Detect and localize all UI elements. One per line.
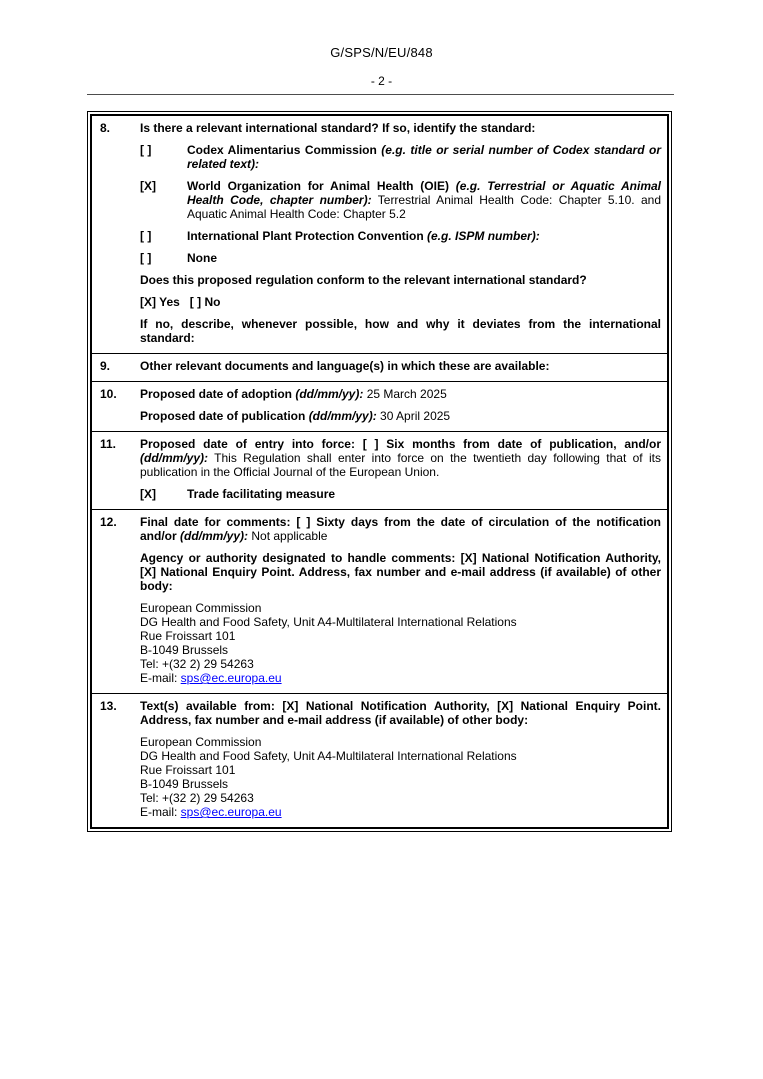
address-line-unit: DG Health and Food Safety, Unit A4-Multilateral International Relations [140, 749, 517, 763]
checkbox-ippc: [ ] [140, 229, 152, 243]
text-run: Other relevant documents and language(s) in which these are available: [140, 359, 550, 373]
email-link[interactable]: sps@ec.europa.eu [180, 805, 282, 819]
date-of-adoption [140, 387, 661, 401]
section-number: 8. [100, 121, 111, 135]
text-run: (e.g. Terrestrial or Aquatic Animal Health Code, chapter number): [187, 179, 661, 207]
page-header [0, 0, 763, 88]
answer-yes-no [140, 295, 661, 309]
notification-form-table-inner [90, 114, 669, 829]
text-run: (dd/mm/yy): [140, 451, 209, 465]
checkbox-label-ippc [187, 229, 661, 243]
section-11-content [140, 437, 661, 501]
address-line-tel: Tel: +(32 2) 29 54263 [140, 657, 254, 671]
section-number: 11. [100, 437, 117, 451]
address-line-city: B-1049 Brussels [140, 777, 229, 791]
section-9-row [92, 353, 667, 381]
text-run: International Plant Protection Convention [187, 229, 428, 243]
adoption-date-value: 25 March 2025 [363, 387, 447, 401]
section-12-content [140, 515, 661, 685]
checkbox-label-codex [187, 143, 661, 171]
text-run: Text(s) available from: [X] National Notification Authority, [X] National Enquiry Point. Address, fax number and e-mail address (if available) of other body: [140, 699, 661, 727]
email-label: E-mail: [140, 805, 181, 819]
address-line-email [140, 805, 661, 819]
checkbox-item-oie [140, 179, 661, 221]
text-run: (e.g. title or serial number of Codex standard or related text): [187, 143, 661, 171]
checkbox-item-ippc [140, 229, 661, 243]
checkbox-label-trade-facilitating [187, 487, 661, 501]
section-number: 13. [100, 699, 117, 713]
checkbox-item-codex [140, 143, 661, 171]
text-run: Is there a relevant international standard? If so, identify the standard: [140, 121, 536, 135]
question-other-documents [140, 359, 661, 373]
text-run: (dd/mm/yy): [308, 409, 377, 423]
email-link[interactable]: sps@ec.europa.eu [180, 671, 282, 685]
text-run: (dd/mm/yy): [295, 387, 364, 401]
address-line-tel: Tel: +(32 2) 29 54263 [140, 791, 254, 805]
address-line-street: Rue Froissart 101 [140, 763, 236, 777]
address-line-org: European Commission [140, 601, 262, 615]
section-number: 12. [100, 515, 117, 529]
text-run: (dd/mm/yy): [180, 529, 249, 543]
final-date-for-comments [140, 515, 661, 543]
page-number: - 2 - [370, 74, 393, 88]
address-line-city: B-1049 Brussels [140, 643, 229, 657]
checkbox-trade-facilitating: [X] [140, 487, 156, 501]
document-symbol: G/SPS/N/EU/848 [330, 45, 433, 60]
section-12-row [92, 509, 667, 693]
checkbox-codex: [ ] [140, 143, 152, 157]
text-run: Proposed date of publication [140, 409, 309, 423]
section-8-row [92, 116, 667, 353]
entry-into-force-value: This Regulation shall enter into force on the twentieth day following that of its publication in the Official Journal of the European Union. [140, 451, 661, 479]
checkbox-label-none [187, 251, 661, 265]
text-run: None [187, 251, 217, 265]
date-entry-into-force [140, 437, 661, 479]
notification-form-table [87, 111, 672, 832]
contact-address-block [140, 735, 661, 819]
address-line-org: European Commission [140, 735, 262, 749]
address-line-unit: DG Health and Food Safety, Unit A4-Multilateral International Relations [140, 615, 517, 629]
text-run: Agency or authority designated to handle comments: [X] National Notification Authority, [X] National Enquiry Point. Address, fax number and e-mail address (if available) of other body: [140, 551, 661, 593]
checkbox-item-trade-facilitating [140, 487, 661, 501]
section-8-content [140, 121, 661, 345]
date-of-publication [140, 409, 661, 423]
address-line-street: Rue Froissart 101 [140, 629, 236, 643]
question-international-standard [140, 121, 661, 135]
publication-date-value: 30 April 2025 [376, 409, 451, 423]
text-run: Does this proposed regulation conform to the relevant international standard? [140, 273, 587, 287]
section-10-row [92, 381, 667, 431]
text-run: Trade facilitating measure [187, 487, 336, 501]
section-10-content [140, 387, 661, 423]
checkbox-item-none [140, 251, 661, 265]
text-run: Proposed date of entry into force: [ ] Six months from date of publication, and/or [140, 437, 661, 451]
checkbox-oie: [X] [140, 179, 156, 193]
text-run: If no, describe, whenever possible, how and why it deviates from the international standard: [140, 317, 661, 345]
yes-no-checkboxes: [X] Yes [ ] No [140, 295, 221, 309]
section-9-content [140, 359, 661, 373]
text-run: Final date for comments: [ ] Sixty days from the date of circulation of the notification and/or [140, 515, 661, 543]
section-number: 9. [100, 359, 111, 373]
question-conform-standard [140, 273, 661, 287]
email-label: E-mail: [140, 671, 181, 685]
question-deviation [140, 317, 661, 345]
text-run: (e.g. ISPM number): [427, 229, 540, 243]
texts-available-from [140, 699, 661, 727]
header-rule [87, 94, 674, 95]
answer-oie-standard: Terrestrial Animal Health Code: Chapter 5.10. and Aquatic Animal Health Code: Chapter 5.2 [187, 193, 661, 221]
section-13-row [92, 693, 667, 827]
section-11-row [92, 431, 667, 509]
text-run: World Organization for Animal Health (OIE) [187, 179, 456, 193]
agency-handling-comments [140, 551, 661, 593]
contact-address-block [140, 601, 661, 685]
section-number: 10. [100, 387, 117, 401]
text-run: Codex Alimentarius Commission [187, 143, 382, 157]
checkbox-none: [ ] [140, 251, 152, 265]
text-run: Proposed date of adoption [140, 387, 296, 401]
address-line-email [140, 671, 661, 685]
section-13-content [140, 699, 661, 819]
checkbox-label-oie [187, 179, 661, 221]
comments-date-value: Not applicable [248, 529, 328, 543]
